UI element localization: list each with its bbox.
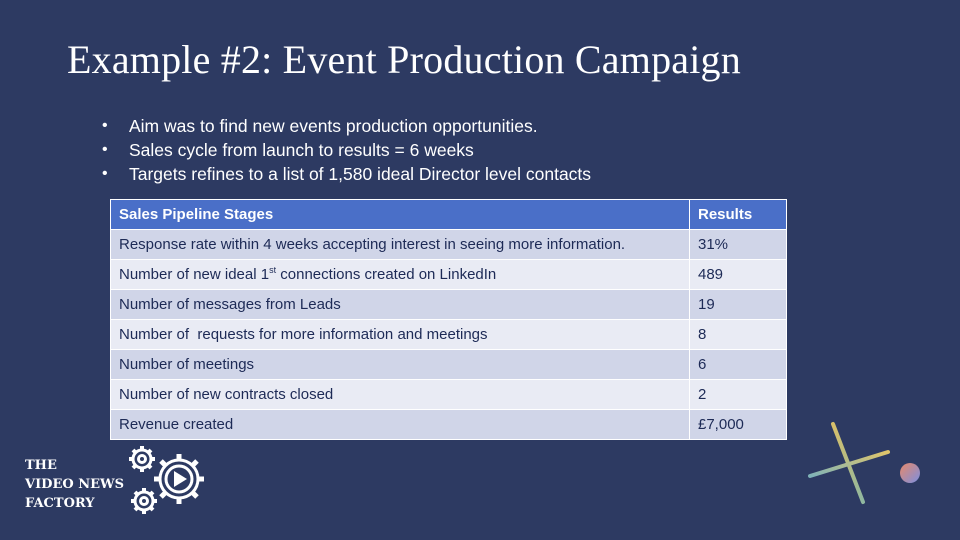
bullet-list: [102, 114, 591, 186]
stage-cell: Number of requests for more information and meetings: [111, 320, 690, 350]
stage-cell: [111, 260, 690, 290]
bullet-item: [102, 138, 591, 162]
pipeline-table: [110, 199, 787, 440]
stage-text: Number of new ideal 1: [119, 266, 270, 283]
table-header-row: [111, 200, 787, 230]
bullet-dot: •: [102, 117, 108, 134]
stage-cell: Number of messages from Leads: [111, 290, 690, 320]
bullet-item: [102, 162, 591, 186]
bullet-text: Aim was to find new events production opportunities.: [129, 116, 538, 136]
table-row: [111, 260, 787, 290]
bullet-text: Sales cycle from launch to results = 6 weeks: [129, 140, 474, 160]
header-results: Results: [690, 200, 787, 230]
logo-line: FACTORY: [25, 496, 95, 511]
table-row: [111, 350, 787, 380]
decorative-cross-icon: [800, 418, 930, 508]
stage-cell: Response rate within 4 weeks accepting interest in seeing more information.: [111, 230, 690, 260]
slide-title: Example #2: Event Production Campaign: [67, 37, 741, 82]
result-cell: 31%: [690, 230, 787, 260]
logo-wordmark: [25, 456, 124, 513]
ordinal-suffix: st: [269, 265, 277, 275]
bullet-dot: •: [102, 141, 108, 158]
table-row: [111, 230, 787, 260]
result-cell: 19: [690, 290, 787, 320]
stage-text: connections created on LinkedIn: [276, 266, 497, 283]
stage-cell: Number of meetings: [111, 350, 690, 380]
bullet-item: [102, 114, 591, 138]
result-cell: 8: [690, 320, 787, 350]
result-cell: 6: [690, 350, 787, 380]
gears-play-icon: [122, 442, 212, 522]
logo-line: THE: [25, 458, 57, 473]
result-cell: £7,000: [690, 410, 787, 440]
table-row: [111, 380, 787, 410]
result-cell: 2: [690, 380, 787, 410]
logo-line: VIDEO NEWS: [25, 477, 124, 492]
bullet-text: Targets refines to a list of 1,580 ideal Director level contacts: [129, 164, 592, 184]
table-row: [111, 410, 787, 440]
result-cell: 489: [690, 260, 787, 290]
table-row: [111, 320, 787, 350]
header-stages: Sales Pipeline Stages: [111, 200, 690, 230]
stage-cell: Number of new contracts closed: [111, 380, 690, 410]
stage-cell: Revenue created: [111, 410, 690, 440]
bullet-dot: •: [102, 165, 108, 182]
table-row: [111, 290, 787, 320]
